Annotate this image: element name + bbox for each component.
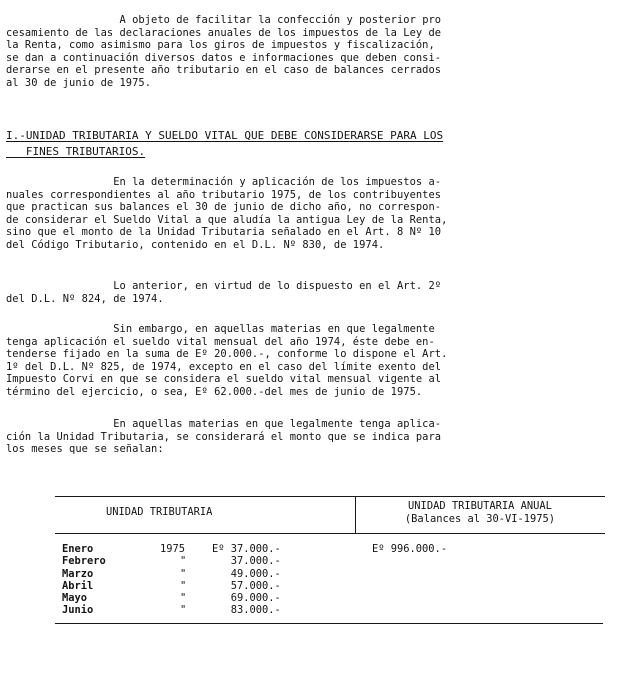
table-row — [62, 567, 281, 580]
table-column-divider — [355, 497, 356, 533]
table-row — [62, 604, 281, 617]
section-heading: I.-UNIDAD TRIBUTARIA Y SUELDO VITAL QUE DEBE CONSIDERARSE PARA LOS FINES TRIBUTARIOS. — [6, 129, 444, 158]
table-header-right-line2: (Balances al 30-VI-1975) — [404, 513, 556, 525]
row-value: 69.000.- — [212, 592, 281, 605]
table-bottom-rule — [55, 623, 603, 624]
table-header-rule — [55, 533, 605, 534]
paragraph-2: Lo anterior, en virtud de lo dispuesto en el Art. 2º del D.L. Nº 824, de 1974. — [6, 280, 442, 305]
row-year: " — [180, 592, 187, 605]
table-row — [62, 543, 281, 555]
row-year: 1975 — [160, 543, 186, 555]
table-header-left: UNIDAD TRIBUTARIA — [106, 506, 213, 518]
row-year: " — [180, 579, 187, 592]
row-month: Febrero — [62, 555, 106, 568]
row-month: Marzo — [62, 567, 94, 580]
table-row — [62, 579, 281, 592]
row-value: 83.000.- — [212, 604, 281, 617]
row-month: Enero — [62, 543, 94, 555]
row-year: " — [180, 604, 187, 617]
row-value: 49.000.- — [212, 567, 281, 580]
table-header-right-line1: UNIDAD TRIBUTARIA ANUAL — [408, 500, 552, 512]
paragraph-1: En la determinación y aplicación de los impuestos a- nuales correspondientes al año tributario 1975, de los contribuyentes que practican sus balances el 30 de junio de dicho año, no correspon- de considerar el Sueldo Vital a que aludía la antigua Ley de la Renta, sino que el monto de la Unidad Tributaria señalado en el Art. 8 Nº 10 del Código Tributario, contenido en el D.L. Nº 830, de 1974. — [6, 176, 448, 251]
row-month: Abril — [62, 579, 94, 592]
table-row — [62, 555, 281, 568]
table-top-rule — [55, 496, 605, 497]
paragraph-4: En aquellas materias en que legalmente tenga aplica- ción la Unidad Tributaria, se considerará el monto que se indica para los meses que se señalan: — [6, 418, 442, 456]
annual-value: Eº 996.000.- — [372, 543, 448, 555]
table-row — [62, 592, 281, 605]
row-year: " — [180, 567, 187, 580]
row-value: 37.000.- — [212, 555, 281, 568]
intro-paragraph: A objeto de facilitar la confección y posterior pro cesamiento de las declaraciones anuales de los impuestos de la Ley de la Renta, como asimismo para los giros de impuestos y fiscalización, se dan a continuación diversos datos e informaciones que deben consi- derarse en el presente año tributario en el caso de balances cerrados al 30 de junio de 1975. — [6, 14, 442, 89]
paragraph-3: Sin embargo, en aquellas materias en que legalmente tenga aplicación el sueldo vital mensual del año 1974, éste debe en- tenderse fijado en la suma de Eº 20.000.-, conforme lo dispone el Art. 1º del D.L. Nº 825, de 1974, excepto en el caso del límite exento del Impuesto Corvi en que se considera el sueldo vital mensual vigente al término del ejercicio, o sea, Eº 62.000.-del mes de junio de 1975. — [6, 323, 448, 398]
row-year: " — [180, 555, 187, 568]
row-value: 57.000.- — [212, 579, 281, 592]
row-value: Eº 37.000.- — [212, 543, 281, 555]
row-month: Junio — [62, 604, 94, 617]
row-month: Mayo — [62, 592, 88, 605]
table-body — [62, 543, 281, 617]
